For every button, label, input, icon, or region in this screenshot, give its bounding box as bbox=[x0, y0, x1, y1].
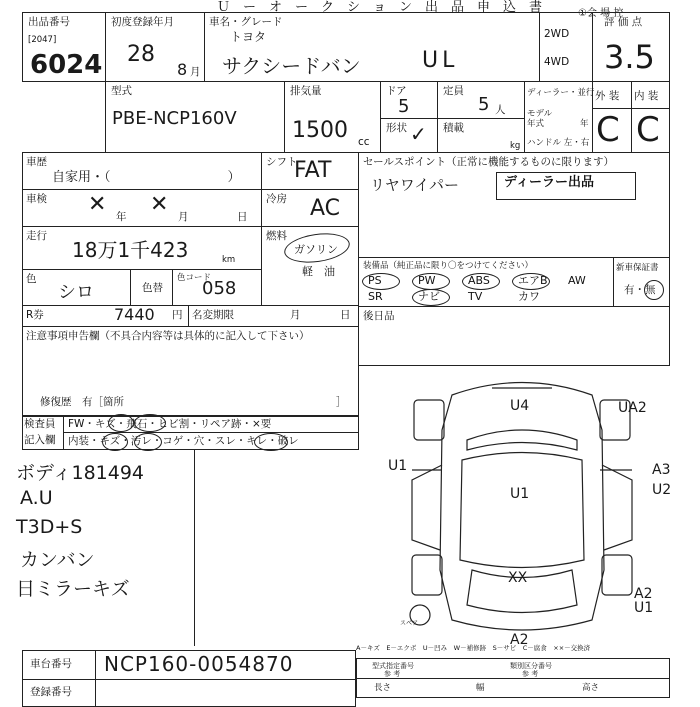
car-name-label: 車名・グレード bbox=[209, 16, 283, 28]
doors-label: ドア bbox=[386, 85, 407, 97]
fuel-diesel: 軽 油 bbox=[302, 265, 335, 278]
rating-label: 評 価 点 bbox=[604, 16, 643, 28]
equipment-row-1 bbox=[362, 274, 612, 290]
recycle-value: 7440 bbox=[114, 305, 155, 324]
name-change-label: 名変期限 bbox=[192, 309, 234, 321]
inspector-row2: 内装・キズ・汚レ・コゲ・穴・スレ・キレ・破レ bbox=[68, 435, 299, 447]
warranty-label: 新車保証書 bbox=[616, 263, 659, 273]
model-code-label: 型式 bbox=[111, 85, 132, 97]
damage-mark: UA2 bbox=[618, 400, 647, 416]
inspection-year-mark: ✕ bbox=[88, 192, 107, 217]
handwritten-note: A.U bbox=[20, 487, 53, 509]
shift-value: FAT bbox=[294, 158, 332, 183]
handle-label: ハンドル 左・右 bbox=[527, 138, 590, 148]
inspector-row1-label: 検査員 bbox=[24, 418, 56, 430]
rating-score: 3.5 bbox=[604, 38, 655, 76]
equipment-circle bbox=[412, 273, 450, 290]
class-label: 類別区分番号 bbox=[510, 662, 552, 670]
inspection-cell bbox=[22, 189, 262, 227]
exterior-label: 外 装 bbox=[595, 90, 620, 102]
equipment-item: カワ bbox=[518, 290, 540, 303]
mileage-unit: km bbox=[222, 255, 236, 265]
equipment-item: ナビ bbox=[418, 290, 440, 303]
equipment-circle bbox=[462, 273, 500, 290]
damage-mark: A3 bbox=[652, 462, 671, 478]
inspection-day-unit: 日 bbox=[237, 211, 248, 223]
usage-label: 車歴 bbox=[26, 156, 47, 168]
lot-sub-code: [2047] bbox=[28, 35, 57, 45]
inspector-row2-label: 記入欄 bbox=[24, 434, 56, 446]
equipment-row-2 bbox=[362, 290, 612, 306]
car-maker: トヨタ bbox=[230, 30, 267, 44]
model-year-label: モデル年式 bbox=[527, 109, 553, 129]
fuel-gasoline: ガソリン bbox=[294, 243, 338, 256]
recycle-cell bbox=[22, 305, 359, 327]
damage-mark: U1 bbox=[388, 458, 408, 474]
rear-seat-label: 後日品 bbox=[363, 310, 395, 322]
damage-mark: U4 bbox=[510, 398, 530, 414]
color-code-label: 色コード bbox=[177, 273, 212, 283]
sales-point-label: セールスポイント（正常に機能するものに限ります） bbox=[363, 156, 615, 168]
handwritten-note: 日ミラーキズ bbox=[16, 578, 130, 600]
model-year-unit: 年 bbox=[580, 119, 589, 129]
mark-circle-tobiishi bbox=[134, 414, 166, 432]
displacement-label: 排気量 bbox=[290, 85, 322, 97]
aircon-label: 冷房 bbox=[266, 193, 287, 205]
aircon-value: AC bbox=[310, 196, 341, 221]
drive-2wd: 2WD bbox=[544, 28, 570, 40]
equipment-label: 装備品（純正品に限り〇をつけてください） bbox=[363, 261, 534, 271]
load-unit: kg bbox=[510, 141, 521, 151]
width-label: 幅 bbox=[476, 683, 485, 693]
chassis-value: NCP160-0054870 bbox=[104, 652, 294, 676]
drive-cell bbox=[539, 12, 593, 82]
recycle-unit: 円 bbox=[172, 309, 183, 321]
equipment-item: ABS bbox=[468, 274, 490, 287]
damage-marks bbox=[372, 370, 670, 660]
venue-note: ①会 場 控 bbox=[578, 8, 624, 19]
interior-grade: C bbox=[636, 110, 660, 150]
damage-mark: A2 bbox=[634, 586, 653, 602]
equipment-item: エアB bbox=[518, 274, 548, 287]
equipment-item: PS bbox=[368, 274, 382, 287]
registration-month: 8 bbox=[177, 60, 188, 79]
displacement-unit: cc bbox=[358, 136, 370, 148]
car-grade: UL bbox=[422, 48, 459, 73]
mileage-value: 18万1千423 bbox=[72, 238, 189, 262]
handwritten-note: ボディ181494 bbox=[16, 462, 145, 484]
shift-label: シフト bbox=[266, 156, 298, 168]
dealer-badge-text: ディーラー出品 bbox=[504, 175, 594, 190]
name-change-month: 月 bbox=[290, 309, 301, 321]
inspection-month-unit: 月 bbox=[178, 211, 189, 223]
equipment-circle bbox=[412, 289, 450, 306]
equipment-item: PW bbox=[418, 274, 436, 287]
damage-mark: U1 bbox=[510, 486, 530, 502]
damage-legend: A－キズ E－エクボ U－凹み W－補修跡 S－サビ C－腐食 ××－交換済 bbox=[356, 644, 591, 652]
interior-label: 内 装 bbox=[634, 90, 659, 102]
shape-mark: ✓ bbox=[410, 122, 427, 146]
plate-label: 登録番号 bbox=[30, 686, 72, 698]
inspection-label: 車検 bbox=[26, 193, 47, 205]
equipment-item: AW bbox=[568, 274, 586, 287]
dealer-label: ディーラー・並行 bbox=[527, 88, 595, 98]
registration-label: 初度登録年月 bbox=[111, 16, 174, 28]
inspector-row1: FW・キズ・飛石・ヒビ割・リペア跡・×要 bbox=[68, 418, 272, 430]
color-change-label: 色替 bbox=[142, 282, 163, 294]
handwritten-notes bbox=[16, 458, 186, 608]
fuel-label: 燃料 bbox=[266, 230, 287, 242]
repair-end: ］ bbox=[336, 396, 347, 408]
auction-sheet bbox=[16, 0, 672, 698]
handwritten-note: カンバン bbox=[20, 549, 95, 571]
registration-month-unit: 月 bbox=[190, 66, 201, 78]
chassis-label: 車台番号 bbox=[30, 658, 72, 670]
handwritten-note: T3D+S bbox=[16, 516, 83, 538]
damage-mark: XX bbox=[508, 570, 528, 586]
mark-circle-sure bbox=[254, 433, 288, 451]
equipment-item: TV bbox=[468, 290, 483, 303]
load-label: 積載 bbox=[443, 122, 464, 134]
name-change-day: 日 bbox=[340, 309, 351, 321]
mileage-label: 走行 bbox=[26, 230, 47, 242]
capacity-unit: 人 bbox=[495, 104, 506, 116]
height-label: 高さ bbox=[582, 683, 600, 693]
type-ref: 参 考 bbox=[384, 670, 401, 678]
spare-label: スペア bbox=[400, 620, 419, 627]
color-label: 色 bbox=[26, 273, 37, 285]
notes-label: 注意事項申告欄（不具合内容等は具体的に記入して下さい） bbox=[26, 330, 310, 342]
displacement-value: 1500 bbox=[292, 118, 348, 143]
doors-value: 5 bbox=[398, 96, 410, 117]
lot-number: 6024 bbox=[30, 50, 103, 80]
repair-label: 修復歴 有［箇所 bbox=[40, 396, 124, 408]
color-code: 058 bbox=[202, 278, 237, 299]
recycle-label: R券 bbox=[26, 309, 44, 321]
damage-mark: U2 bbox=[652, 482, 672, 498]
drive-4wd: 4WD bbox=[544, 56, 570, 68]
class-ref: 参 考 bbox=[522, 670, 539, 678]
sales-point-value: リヤワイパー bbox=[370, 176, 459, 194]
capacity-value: 5 bbox=[478, 94, 490, 115]
inspection-month-mark: ✕ bbox=[150, 192, 169, 217]
mark-circle-yogore bbox=[134, 433, 162, 451]
registration-year: 28 bbox=[127, 42, 155, 67]
lot-label: 出品番号 bbox=[28, 16, 70, 28]
damage-mark: A2 bbox=[510, 632, 529, 648]
type-label: 型式指定番号 bbox=[372, 662, 414, 670]
mark-circle-int-kizu bbox=[102, 433, 128, 451]
rear-seat-cell bbox=[358, 306, 670, 366]
equipment-circle bbox=[512, 273, 550, 290]
warranty-no-circle bbox=[644, 280, 664, 300]
exterior-grade: C bbox=[596, 110, 620, 150]
mark-circle-kizu bbox=[108, 414, 134, 432]
shape-label: 形状 bbox=[386, 122, 407, 134]
color-value: シロ bbox=[58, 282, 94, 303]
equipment-item: SR bbox=[368, 290, 383, 303]
equipment-circle bbox=[362, 273, 400, 290]
inspection-year-unit: 年 bbox=[116, 211, 127, 223]
sheet-title: Ｕ ー オ ー ク シ ョ ン 出 品 申 込 書 bbox=[217, 0, 543, 15]
capacity-label: 定員 bbox=[443, 85, 464, 97]
length-label: 長さ bbox=[374, 683, 392, 693]
model-code-value: PBE-NCP160V bbox=[112, 108, 237, 129]
damage-mark: U1 bbox=[634, 600, 654, 616]
car-model: サクシードバン bbox=[222, 54, 361, 78]
usage-value: 自家用・（ ） bbox=[52, 170, 241, 185]
warranty-value: 有・無 bbox=[624, 284, 656, 296]
